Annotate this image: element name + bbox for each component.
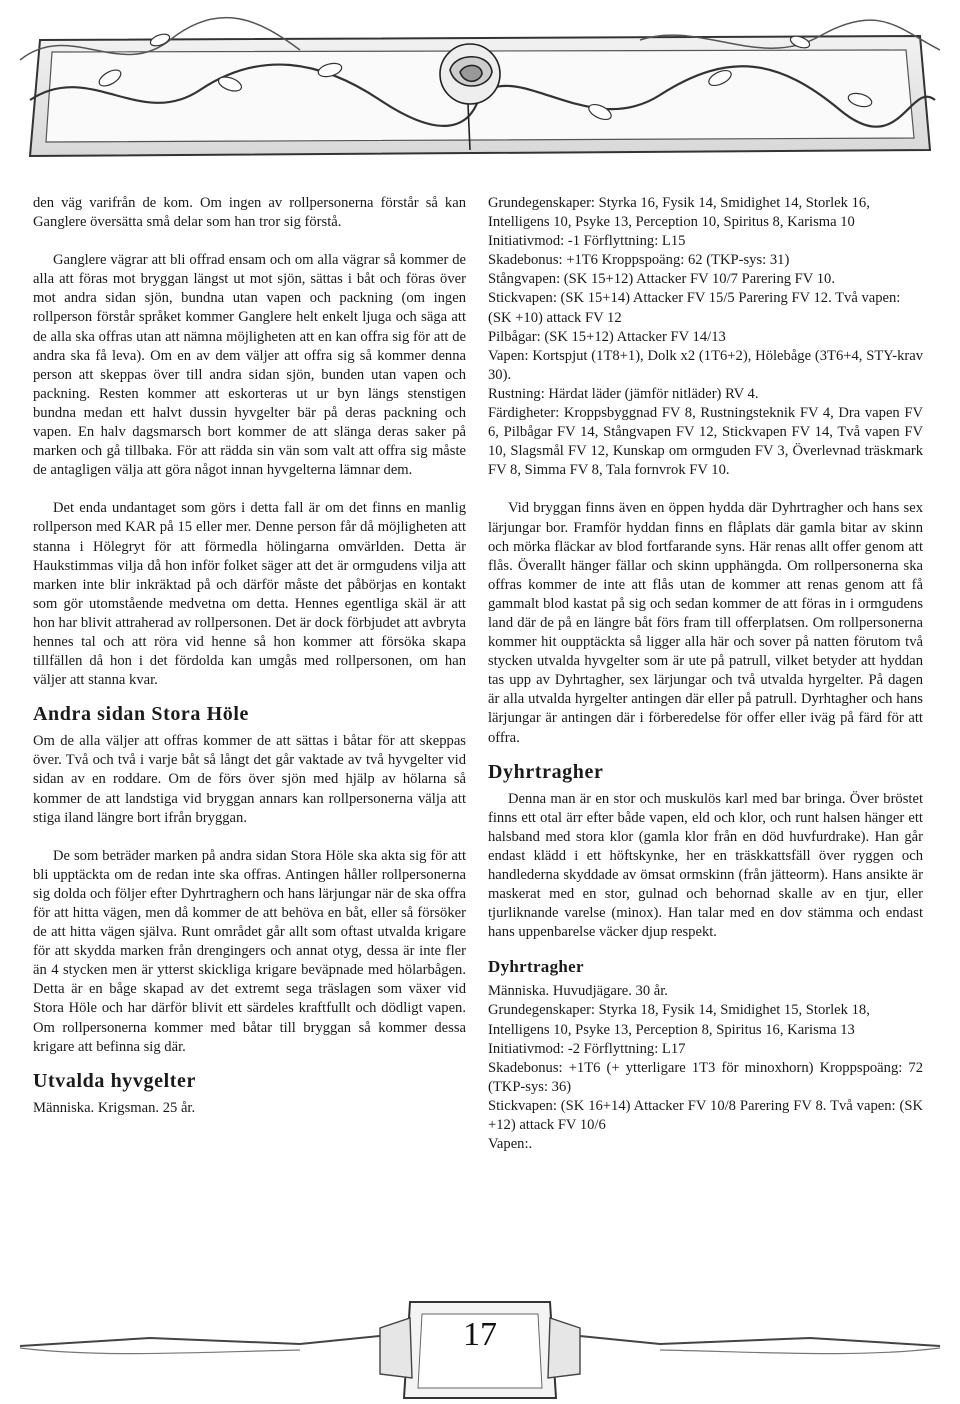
stat-line: Grundegenskaper: Styrka 16, Fysik 14, Smidighet 14, Storlek 16, Intelligens 10, Psyke 13, Perception 10, Spiritus 8, Karisma 10 xyxy=(488,195,870,231)
paragraph: Ganglere vägrar att bli offrad ensam och om alla vägrar så kommer de alla att föras mot bryggan längst ut mot sjön, sättas i båt och föras över mot andra sidan sjön, bundna utan vapen och packning (om ingen rollperson förstår språket kommer Ganglere helt enkelt ljuga och säga att de alla ska offras utan att nämna möjligheten att en kan offra sig för att de andra ska få leva). Om en av dem väljer att offra sig så kommer denna person att skeppas över till andra sidan sjön, bunden utan vapen och packning. Resten kommer att eskorteras ut ur byn längs stenstigen bundna medan ett halvt dussin hyvgelter bär på deras packning och vapen. En halv dagsmarsch bort kommer de att slänga deras saker på marken och gå tillbaka. För att rädda sin vän som valt att offra sig måste de antagligen välja att göra något innan hyvgelterna lämnar dem. xyxy=(33,252,466,479)
decorative-vine-header xyxy=(0,0,960,190)
paragraph: Det enda undantaget som görs i detta fall är om det finns en manlig rollperson med KAR på 15 eller mer. Denne person får då möjligheten att stanna i Hölegryt för att förmedla hölingarna omvärlden. Detta är Haukstimmas vilja då hon inför folket säger att det är ormgudens vilja att marken inte blir inkräktad på och därför måste det påbörjas en kontakt som gör utomstående medvetna om detta. Hennes egentliga skäl är att hon har blivit attraherad av rollpersonen. Det är dock förbjudet att avbryta hennes tal och att röra vid henne så hon kommer att försöka skapa tillfällen då hon i det fördolda kan umgås med rollpersonen, om han väljer att stanna kvar. xyxy=(33,500,466,689)
stat-line: Grundegenskaper: Styrka 18, Fysik 14, Smidighet 15, Storlek 18, Intelligens 10, Psyke 13, Perception 8, Spiritus 16, Karisma 13 xyxy=(488,1002,870,1038)
left-column xyxy=(33,194,466,1118)
right-column xyxy=(488,194,923,1154)
paragraph: Denna man är en stor och muskulös karl med bar bringa. Över bröstet finns ett otal ärr efter både vapen, eld och klor, och runt halsen hänger ett halsband med stora klor (gamla klor från en död huvfurdrake). Han går endast klädd i ett höftskynke, her en träskkattsfäll över ryggen och handlederna skyddade av ömsat ormskinn (från jätteorm). Hans ansikte är maskerat med en stor, gulnad och behornad skalle av en tjur, eller tjurliknande varelse (minox). Han talar med en dov stämma och endast hans uppenbarelse väcker djup respekt. xyxy=(488,790,923,941)
stat-line: Människa. Huvudjägare. 30 år. xyxy=(488,983,668,1000)
page-number: 17 xyxy=(463,1316,497,1353)
stat-line: Pilbågar: (SK 15+12) Attacker FV 14/13 xyxy=(488,328,726,345)
stat-line: Stickvapen: (SK 15+14) Attacker FV 15/5 Parering FV 12. Två vapen: (SK +10) attack FV 12 xyxy=(488,290,901,326)
stat-line: Skadebonus: +1T6 (+ ytterligare 1T3 för minoxhorn) Kroppspoäng: 72 (TKP-sys: 36) xyxy=(488,1059,923,1095)
stat-line: Rustning: Härdat läder (jämför nitläder) RV 4. xyxy=(488,385,759,402)
paragraph: den väg varifrån de kom. Om ingen av rollpersonerna förstår så kan Ganglere översätta små delar som han tror sig förstå. xyxy=(33,195,466,231)
stat-line: Initiativmod: -2 Förflyttning: L17 xyxy=(488,1040,686,1057)
paragraph: Vid bryggan finns även en öppen hydda där Dyhrtragher och hans sex lärjungar bor. Framför hyddan finns en flåplats där gamla bitar av skinn och mörka fläckar av blod fortfarande syns. Här renas allt offer genom att flås. Överallt hänger fällar och skinn upphängda. Om rollpersonerna ska offras kommer de inte att flås utan de kommer att renas genom att få gammalt blod kastat på sig och sedan kommer de att föras in i ormgudens land där de på en längre båt förs fram till offerplatsen. Om rollpersonerna kommer hit oupptäckta så ligger alla här och sover på natten förutom två stycken utvalda hyvgelter som är ute på patrull, vilket betyder att hyddan tas upp av Dyhrtagher, sex lärjungar och två utvalda hyrgelter. På dagen är alla utvalda hyrgelter antingen där eller på patrull. Dyrhtagher och hans lärjungar är antingen där i förberedelse för offer eller iväg på färd för att offra. xyxy=(488,500,923,746)
subsection-heading: Dyhrtragher xyxy=(488,957,584,977)
stat-line: Stickvapen: (SK 16+14) Attacker FV 10/8 Parering FV 8. Två vapen: (SK +12) attack FV 10/6 xyxy=(488,1097,923,1134)
paragraph: De som beträder marken på andra sidan Stora Höle ska akta sig för att bli upptäckta om de redan inte ska offras. Antingen håller rollpersonerna sig dolda och följer efter Dyhrtraghern och hans lärjungar när de ska offra för att hitta vägen, men då kommer de att behöva en båt, eller så försöker de att hitta vägen själva. Runt området går allt som oftast utvalda krigare för att skydda marken från drengingers och annat otyg, dessa är inte fler än 4 stycken men är ytterst skickliga krigare beväpnade med hölarbågen. Detta är en båge skapad av det extremt sega träslagen som växer vid Stora Höle och har därför blivit ett särdeles kraftfullt och dödligt vapen. Om rollpersonerna kommer med båtar till bryggan så kommer dessa krigare att befinna sig där. xyxy=(33,847,466,1055)
paragraph: Om de alla väljer att offras kommer de att sättas i båtar för att skeppas över. Två och två i varje båt så långt det går vaktade av två hyvgelter vid sidan av en roddare. Om de förs över sjön med hjälp av hölarna så kommer de att landstiga vid bryggan annars kan rollpersonerna välja att stiga iland längre bort ifrån bryggan. xyxy=(33,733,466,826)
stat-line: Färdigheter: Kroppsbyggnad FV 8, Rustningsteknik FV 4, Dra vapen FV 6, Pilbågar FV 14, Stångvapen FV 12, Stickvapen FV 14, Två vapen FV 10, Slagsmål FV 12, Kunskap om ormguden FV 3, Överlevnad träskmark FV 8, Simma FV 8, Tala fornvrok FV 10. xyxy=(488,405,923,479)
stat-line: Skadebonus: +1T6 Kroppspoäng: 62 (TKP-sys: 31) xyxy=(488,252,790,269)
stat-line: Initiativmod: -1 Förflyttning: L15 xyxy=(488,233,686,250)
stat-line: Vapen: Kortspjut (1T8+1), Dolk x2 (1T6+2), Hölebåge (3T6+4, STY-krav 30). xyxy=(488,347,923,383)
stat-line: Vapen:. xyxy=(488,1136,533,1153)
stat-line: Människa. Krigsman. 25 år. xyxy=(33,1099,196,1116)
stat-line: Stångvapen: (SK 15+12) Attacker FV 10/7 Parering FV 10. xyxy=(488,271,835,288)
section-heading: Utvalda hyvgelter xyxy=(33,1069,196,1092)
section-heading: Dyhrtragher xyxy=(488,760,604,783)
section-heading: Andra sidan Stora Höle xyxy=(33,703,250,726)
